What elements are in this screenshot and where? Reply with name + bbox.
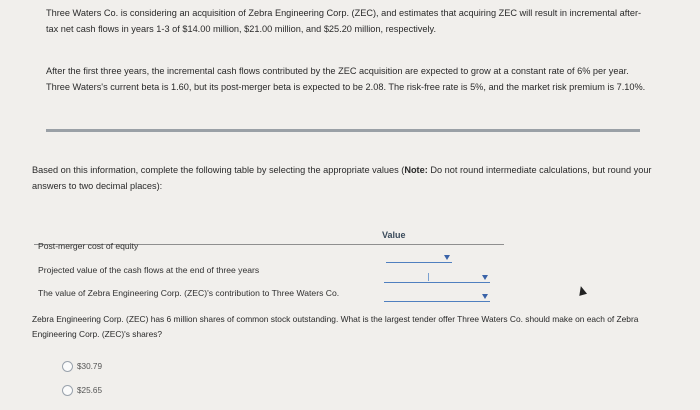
zec-contribution-dropdown[interactable] — [384, 289, 490, 302]
option-label-2[interactable]: $25.65 — [77, 386, 103, 395]
intro-paragraph-1: Three Waters Co. is considering an acquisition of Zebra Engineering Corp. (ZEC), and estimates that acquiring ZEC will result in incremental after-tax net cash flows in years 1-3 of $14.00 million, $21.00 million, and $25.20 million, respectively. — [46, 8, 642, 34]
intro-paragraph-2: After the first three years, the incremental cash flows contributed by the ZEC acquisition are expected to grow at a constant rate of 6% per year. Three Waters's current beta is 1.60, but its post-merger beta is expected to be 2.08. The risk-free rate is 5%, and the market risk premium is 7.10%. — [46, 66, 646, 92]
instructions-before: Based on this information, complete the following table by selecting the appropriate values ( — [32, 165, 405, 175]
chevron-down-icon — [482, 275, 488, 280]
chevron-down-icon — [482, 294, 488, 299]
question-text: Zebra Engineering Corp. (ZEC) has 6 million shares of common stock outstanding. What is the largest tender offer Three Waters Co. should make on each of Zebra Engineering Corp. (ZEC)'s shares? — [32, 314, 639, 339]
section-divider — [46, 129, 640, 132]
dropdown-tick — [428, 273, 429, 281]
row-label-zec-contribution: The value of Zebra Engineering Corp. (ZEC)'s contribution to Three Waters Co. — [38, 288, 340, 298]
cost-of-equity-dropdown[interactable] — [386, 250, 452, 263]
value-column-header: Value — [382, 230, 406, 240]
instructions-note: Note: — [404, 165, 428, 175]
instructions-text — [32, 162, 680, 194]
row-label-cost-of-equity: Post-merger cost of equity — [38, 241, 139, 251]
chevron-down-icon — [444, 255, 450, 260]
mouse-cursor-icon — [577, 285, 587, 296]
instructions-after: Do not round intermediate calculations, but round your answers to two decimal places): — [32, 165, 652, 191]
option-radio-2[interactable] — [62, 385, 73, 396]
option-label-1[interactable]: $30.79 — [77, 362, 103, 371]
projected-value-dropdown[interactable] — [384, 270, 490, 283]
option-radio-1[interactable] — [62, 361, 73, 372]
row-label-projected-value: Projected value of the cash flows at the end of three years — [38, 265, 260, 275]
